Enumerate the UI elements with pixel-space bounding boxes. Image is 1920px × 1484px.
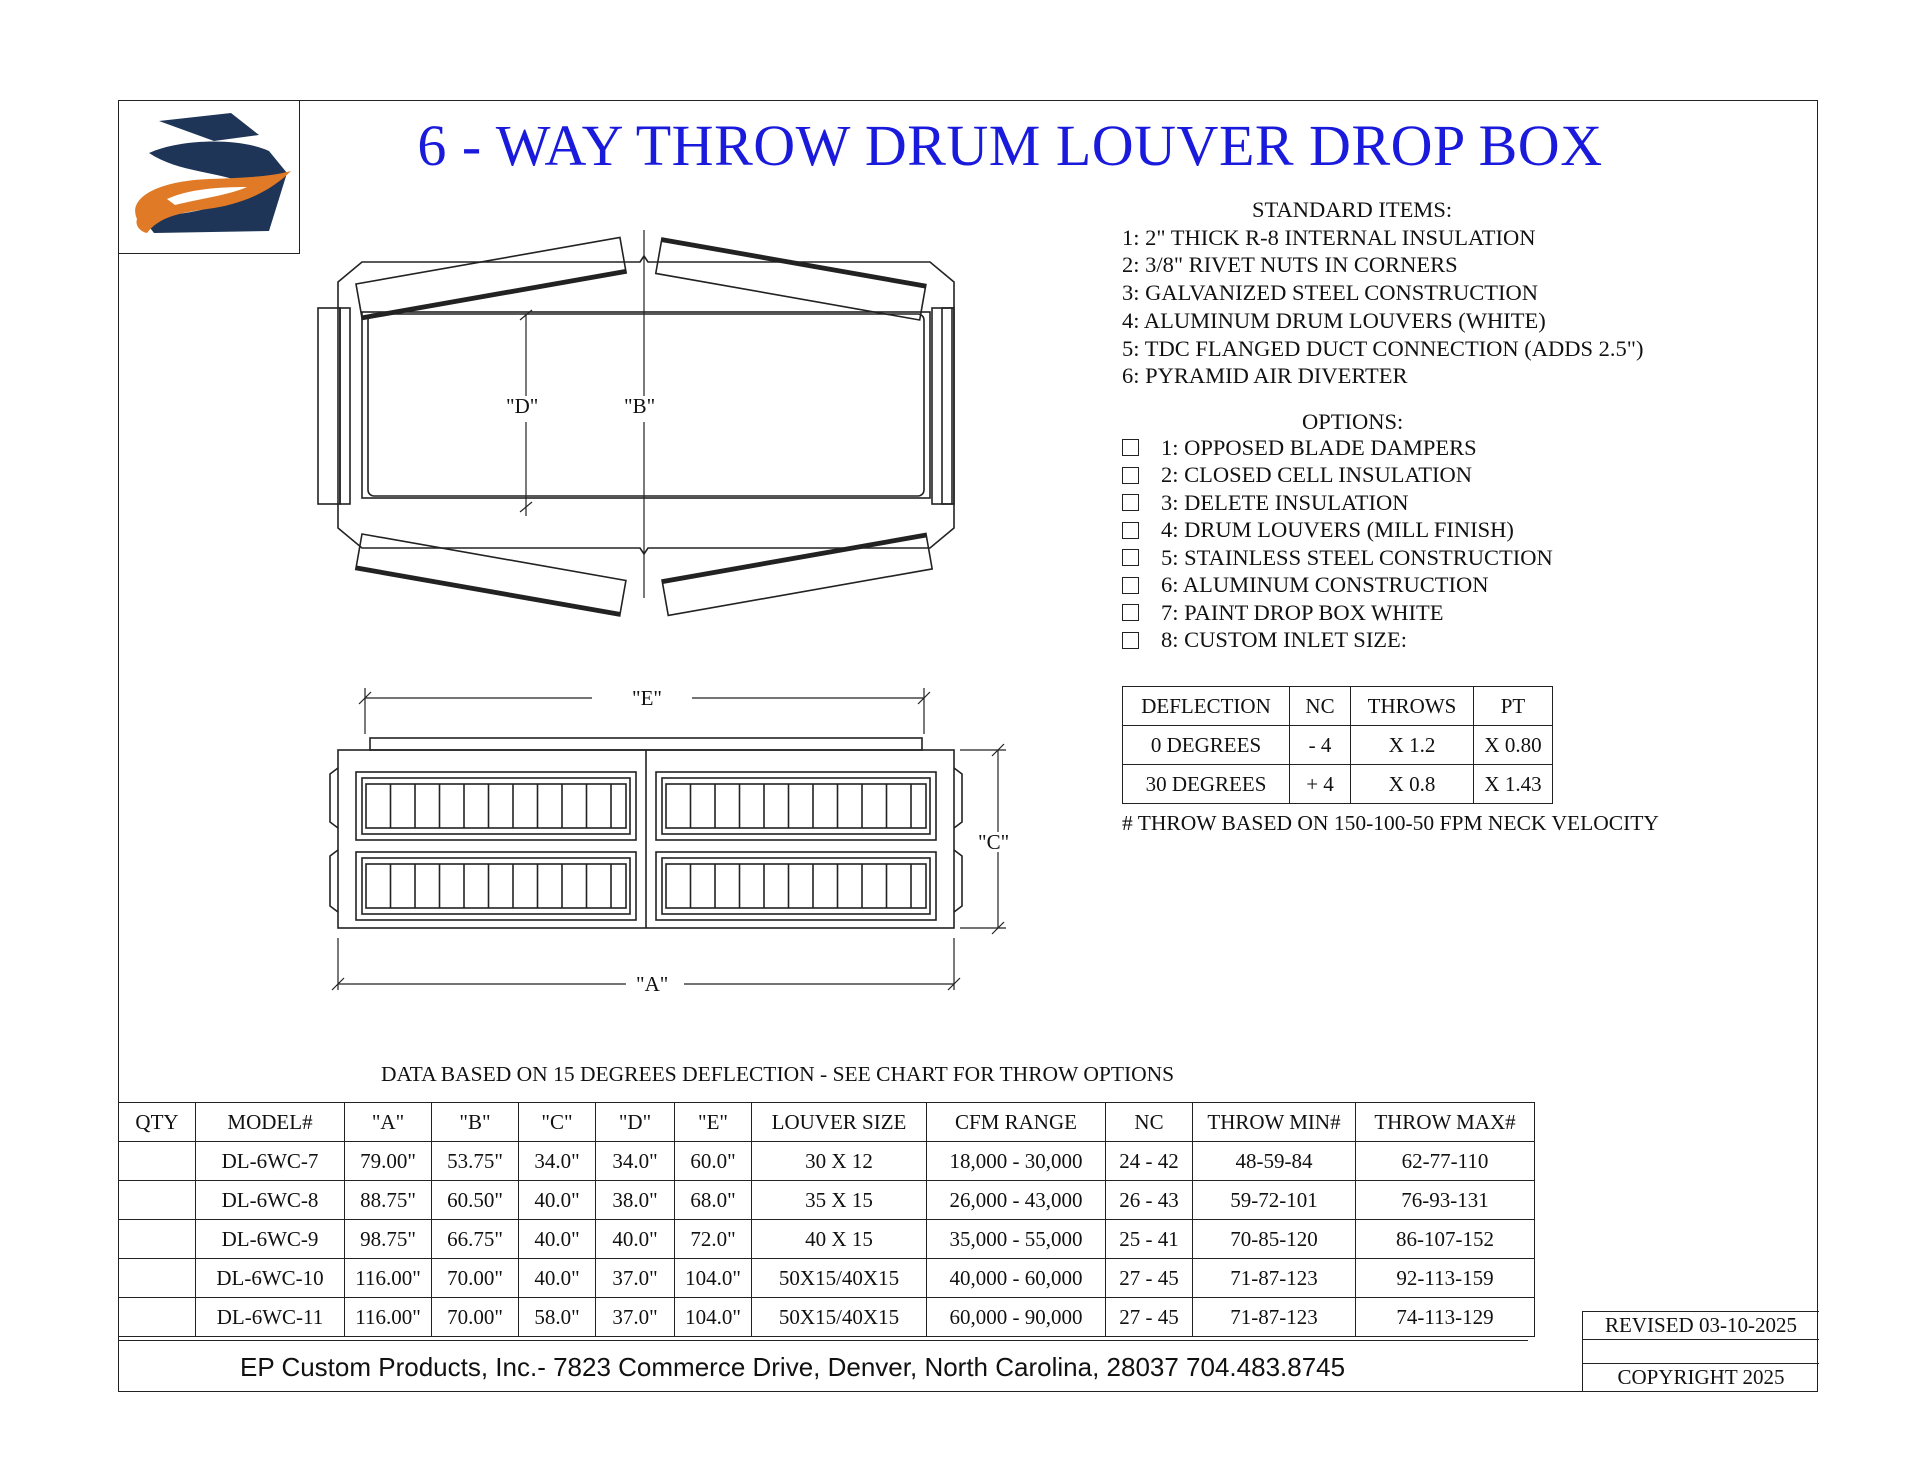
- spec-cell: 76-93-131: [1356, 1181, 1535, 1220]
- louver-inner-frame: [362, 858, 630, 914]
- option-label: 8: CUSTOM INLET SIZE:: [1161, 627, 1408, 653]
- spec-cell: 60,000 - 90,000: [927, 1298, 1106, 1337]
- spec-cell: 27 - 45: [1106, 1298, 1193, 1337]
- spec-cell: 58.0": [519, 1298, 596, 1337]
- deflection-header: NC: [1290, 687, 1351, 726]
- option-row: [1122, 489, 1408, 516]
- standard-item: 2: 3/8" RIVET NUTS IN CORNERS: [1122, 252, 1458, 278]
- spec-row: [119, 1259, 1535, 1298]
- option-checkbox[interactable]: [1122, 522, 1139, 539]
- spec-cell: 70-85-120: [1193, 1220, 1356, 1259]
- spec-cell: 86-107-152: [1356, 1220, 1535, 1259]
- louver-frame: [356, 852, 636, 920]
- spec-cell: 71-87-123: [1193, 1259, 1356, 1298]
- spec-cell: 40.0": [519, 1181, 596, 1220]
- deflection-cell: X 0.80: [1474, 726, 1553, 765]
- spec-header: NC: [1106, 1103, 1193, 1142]
- qty-cell[interactable]: [119, 1142, 196, 1181]
- deflection-header: THROWS: [1351, 687, 1474, 726]
- spec-cell: 62-77-110: [1356, 1142, 1535, 1181]
- spec-header: THROW MIN#: [1193, 1103, 1356, 1142]
- spec-header: LOUVER SIZE: [752, 1103, 927, 1142]
- deflection-cell: X 0.8: [1351, 765, 1474, 804]
- spec-header: "A": [345, 1103, 432, 1142]
- deflection-header-row: [1123, 687, 1553, 726]
- deflection-cell: - 4: [1290, 726, 1351, 765]
- dim-label-a: "A": [636, 972, 669, 996]
- top-view-drawing: [318, 230, 954, 616]
- spec-cell: 50X15/40X15: [752, 1259, 927, 1298]
- revision-divider: [1583, 1363, 1819, 1364]
- spec-cell: 79.00": [345, 1142, 432, 1181]
- spec-cell: 70.00": [432, 1259, 519, 1298]
- option-checkbox[interactable]: [1122, 549, 1139, 566]
- option-label: 5: STAINLESS STEEL CONSTRUCTION: [1161, 544, 1553, 570]
- spec-cell: 98.75": [345, 1220, 432, 1259]
- louver-inner-frame: [662, 858, 930, 914]
- deflection-cell: X 1.2: [1351, 726, 1474, 765]
- deflection-header: PT: [1474, 687, 1553, 726]
- deflection-cell: X 1.43: [1474, 765, 1553, 804]
- spec-cell: DL-6WC-9: [196, 1220, 345, 1259]
- spec-cell: 70.00": [432, 1298, 519, 1337]
- spec-header: "C": [519, 1103, 596, 1142]
- spec-header: CFM RANGE: [927, 1103, 1106, 1142]
- option-row: [1122, 517, 1514, 544]
- option-row: [1122, 434, 1477, 461]
- page-title: 6 - WAY THROW DRUM LOUVER DROP BOX: [417, 113, 1603, 178]
- standard-item: 5: TDC FLANGED DUCT CONNECTION (ADDS 2.5"): [1122, 335, 1644, 361]
- spec-cell: 38.0": [596, 1181, 675, 1220]
- spec-cell: 74-113-129: [1356, 1298, 1535, 1337]
- spec-cell: 34.0": [519, 1142, 596, 1181]
- revised-date: REVISED 03-10-2025: [1605, 1313, 1797, 1337]
- deflection-cell: + 4: [1290, 765, 1351, 804]
- data-basis-note: DATA BASED ON 15 DEGREES DEFLECTION - SEE CHART FOR THROW OPTIONS: [381, 1062, 1175, 1086]
- drop-box-drawings: [300, 200, 1010, 1000]
- revision-divider: [1583, 1339, 1819, 1340]
- spec-cell: 35 X 15: [752, 1181, 927, 1220]
- dim-label-c: "C": [978, 830, 1010, 854]
- copyright-text: COPYRIGHT 2025: [1617, 1365, 1785, 1389]
- spec-cell: 50X15/40X15: [752, 1298, 927, 1337]
- spec-header: MODEL#: [196, 1103, 345, 1142]
- dim-label-e: "E": [632, 686, 662, 710]
- spec-cell: 27 - 45: [1106, 1259, 1193, 1298]
- spec-header: "B": [432, 1103, 519, 1142]
- spec-cell: 104.0": [675, 1259, 752, 1298]
- front-view-drawing: [330, 688, 962, 928]
- option-label: 3: DELETE INSULATION: [1161, 489, 1409, 515]
- standard-item: 1: 2" THICK R-8 INTERNAL INSULATION: [1122, 224, 1536, 250]
- option-checkbox[interactable]: [1122, 494, 1139, 511]
- spec-cell: 40.0": [519, 1259, 596, 1298]
- option-label: 2: CLOSED CELL INSULATION: [1161, 462, 1473, 488]
- spec-header-row: [119, 1103, 1535, 1142]
- option-row: [1122, 627, 1407, 654]
- option-label: 6: ALUMINUM CONSTRUCTION: [1161, 572, 1489, 598]
- option-label: 4: DRUM LOUVERS (MILL FINISH): [1161, 517, 1514, 543]
- louver-inner-frame: [662, 778, 930, 834]
- option-label: 7: PAINT DROP BOX WHITE: [1161, 599, 1444, 625]
- louver-frame: [356, 772, 636, 840]
- spec-header: "E": [675, 1103, 752, 1142]
- spec-cell: 40 X 15: [752, 1220, 927, 1259]
- spec-header: "D": [596, 1103, 675, 1142]
- footer-divider: [118, 1340, 1528, 1341]
- dim-label-b: "B": [624, 394, 656, 418]
- qty-cell[interactable]: [119, 1259, 196, 1298]
- spec-header: QTY: [119, 1103, 196, 1142]
- spec-cell: 68.0": [675, 1181, 752, 1220]
- option-label: 1: OPPOSED BLADE DAMPERS: [1161, 434, 1477, 460]
- spec-row: [119, 1181, 1535, 1220]
- company-logo: [118, 100, 300, 254]
- deflection-cell: 0 DEGREES: [1123, 726, 1290, 765]
- qty-cell[interactable]: [119, 1181, 196, 1220]
- option-checkbox[interactable]: [1122, 577, 1139, 594]
- spec-cell: 37.0": [596, 1259, 675, 1298]
- spec-cell: 48-59-84: [1193, 1142, 1356, 1181]
- option-checkbox[interactable]: [1122, 604, 1139, 621]
- option-checkbox[interactable]: [1122, 467, 1139, 484]
- spec-cell: 24 - 42: [1106, 1142, 1193, 1181]
- option-row: [1122, 462, 1472, 489]
- spec-header: THROW MAX#: [1356, 1103, 1535, 1142]
- model-spec-table: [118, 1102, 1535, 1337]
- spec-cell: 88.75": [345, 1181, 432, 1220]
- deflection-row: [1123, 726, 1553, 765]
- spec-cell: 25 - 41: [1106, 1220, 1193, 1259]
- spec-cell: 71-87-123: [1193, 1298, 1356, 1337]
- spec-cell: 26,000 - 43,000: [927, 1181, 1106, 1220]
- logo-icon: [119, 101, 299, 253]
- option-row: [1122, 572, 1489, 599]
- spec-cell: 60.50": [432, 1181, 519, 1220]
- spec-cell: DL-6WC-10: [196, 1259, 345, 1298]
- spec-cell: 72.0": [675, 1220, 752, 1259]
- spec-cell: 104.0": [675, 1298, 752, 1337]
- louver-inner-frame: [362, 778, 630, 834]
- standard-item: 4: ALUMINUM DRUM LOUVERS (WHITE): [1122, 307, 1546, 333]
- qty-cell[interactable]: [119, 1298, 196, 1337]
- spec-cell: DL-6WC-11: [196, 1298, 345, 1337]
- option-row: [1122, 599, 1444, 626]
- option-row: [1122, 544, 1553, 571]
- deflection-cell: 30 DEGREES: [1123, 765, 1290, 804]
- standard-item: 3: GALVANIZED STEEL CONSTRUCTION: [1122, 280, 1539, 306]
- standard-item: 6: PYRAMID AIR DIVERTER: [1122, 363, 1408, 389]
- spec-cell: 92-113-159: [1356, 1259, 1535, 1298]
- spec-cell: 35,000 - 55,000: [927, 1220, 1106, 1259]
- spec-cell: 40.0": [519, 1220, 596, 1259]
- spec-cell: 30 X 12: [752, 1142, 927, 1181]
- spec-cell: 34.0": [596, 1142, 675, 1181]
- option-checkbox[interactable]: [1122, 632, 1139, 649]
- spec-cell: 18,000 - 30,000: [927, 1142, 1106, 1181]
- spec-cell: DL-6WC-8: [196, 1181, 345, 1220]
- options-heading: OPTIONS:: [1302, 409, 1404, 434]
- louver-frame: [656, 772, 936, 840]
- standard-items-heading: STANDARD ITEMS:: [1252, 197, 1453, 222]
- spec-cell: 40.0": [596, 1220, 675, 1259]
- deflection-note: # THROW BASED ON 150-100-50 FPM NECK VELOCITY: [1122, 811, 1659, 835]
- option-checkbox[interactable]: [1122, 439, 1139, 456]
- spec-cell: 53.75": [432, 1142, 519, 1181]
- spec-cell: 37.0": [596, 1298, 675, 1337]
- deflection-table: [1122, 686, 1553, 804]
- spec-row: [119, 1142, 1535, 1181]
- spec-cell: DL-6WC-7: [196, 1142, 345, 1181]
- spec-cell: 59-72-101: [1193, 1181, 1356, 1220]
- deflection-header: DEFLECTION: [1123, 687, 1290, 726]
- spec-cell: 116.00": [345, 1298, 432, 1337]
- spec-row: [119, 1298, 1535, 1337]
- spec-cell: 40,000 - 60,000: [927, 1259, 1106, 1298]
- spec-row: [119, 1220, 1535, 1259]
- spec-cell: 116.00": [345, 1259, 432, 1298]
- spec-cell: 60.0": [675, 1142, 752, 1181]
- deflection-row: [1123, 765, 1553, 804]
- spec-cell: 66.75": [432, 1220, 519, 1259]
- qty-cell[interactable]: [119, 1220, 196, 1259]
- revision-divider: [1583, 1311, 1819, 1312]
- dim-label-d: "D": [506, 394, 539, 418]
- revision-block: [1582, 1311, 1818, 1392]
- louver-frame: [656, 852, 936, 920]
- spec-cell: 26 - 43: [1106, 1181, 1193, 1220]
- company-address: EP Custom Products, Inc.- 7823 Commerce Drive, Denver, North Carolina, 28037 704.483.8745: [240, 1352, 1346, 1382]
